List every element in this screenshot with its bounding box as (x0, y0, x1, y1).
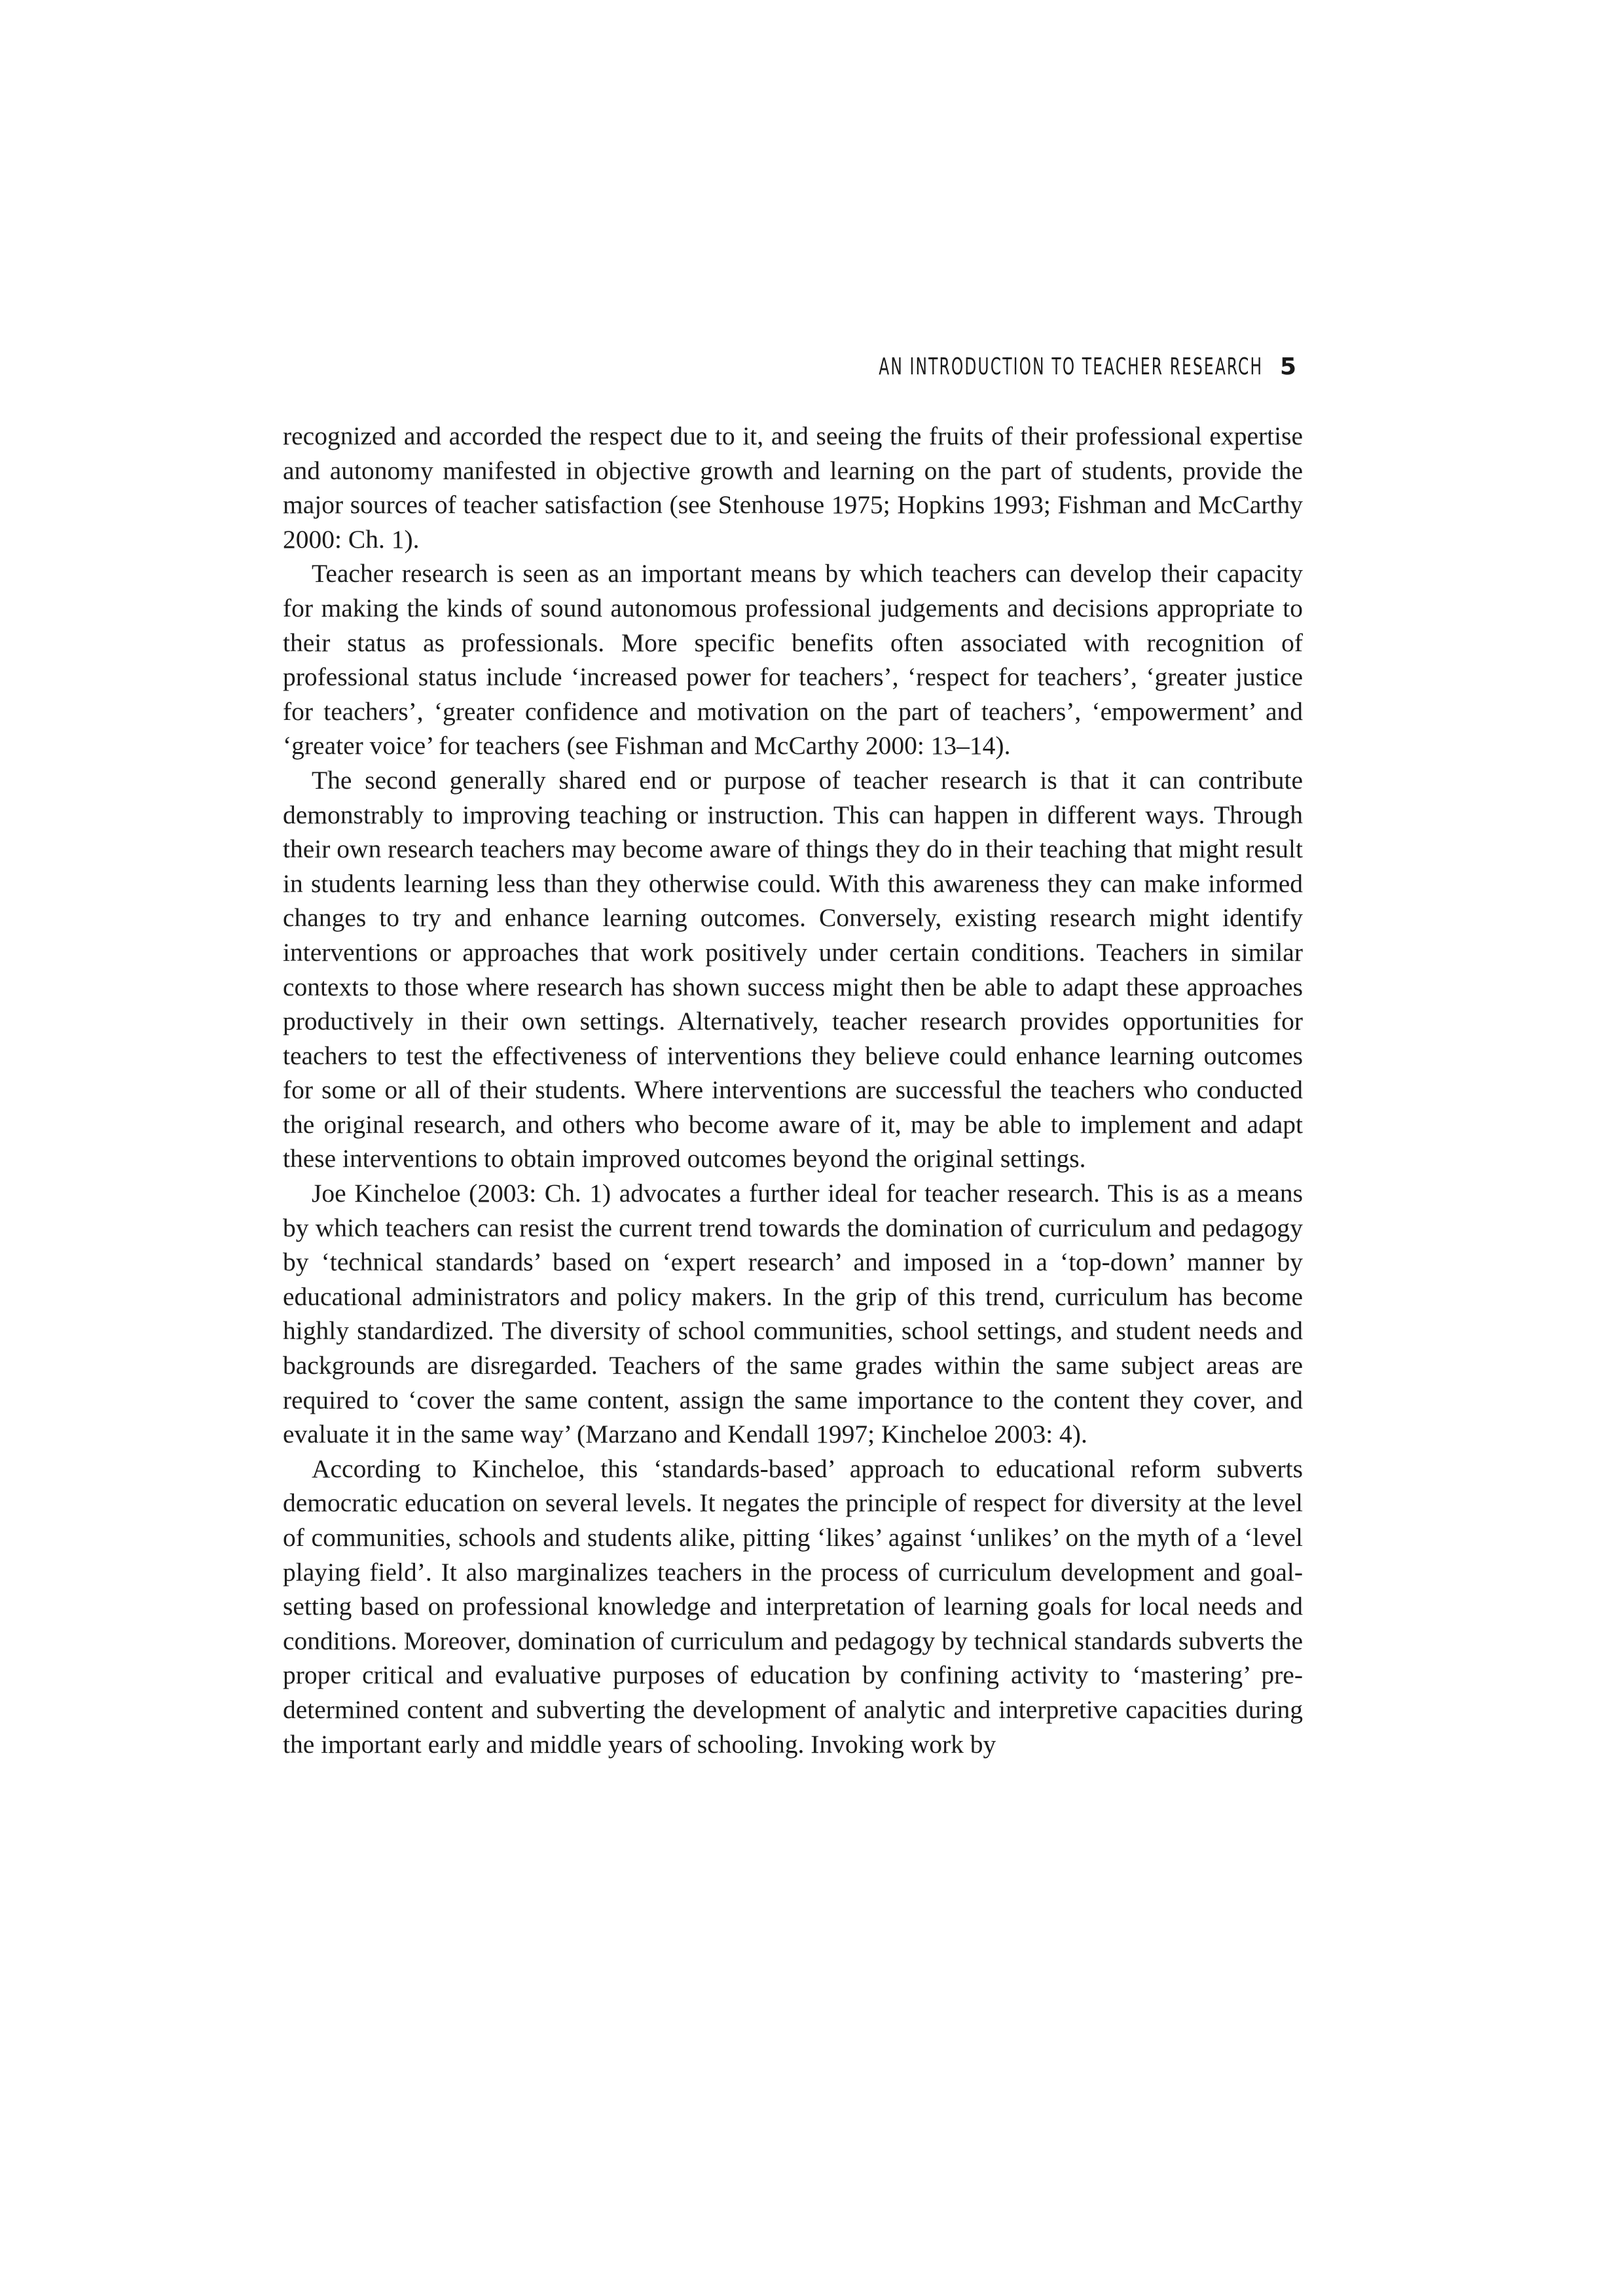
paragraph-second-purpose: The second generally shared end or purpose of teacher research is that it can contribute demonstrably to improving teaching or instruction. This can happen in different ways. Through their own research teachers may become aware of things they do in their teaching that might result in students learning less than they otherwise could. With this awareness they can make informed changes to try and enhance learning outcomes. Conversely, existing research might identify interventions or approaches that work positively under certain conditions. Teachers in similar contexts to those where research has shown success might then be able to adapt these approaches productively in their own settings. Alternatively, teacher research provides opportunities for teachers to test the effectiveness of interventions they believe could enhance learning outcomes for some or all of their students. Where interventions are successful the teachers who conducted the original research, and others who become aware of it, may be able to implement and adapt these interventions to obtain improved outcomes beyond the original settings. (283, 765, 1303, 1174)
paragraph-kincheloe-ideal: Joe Kincheloe (2003: Ch. 1) advocates a further ideal for teacher research. This is as a means by which teachers can resist the current trend towards the domination of curriculum and pedagogy by ‘technical standards’ based on ‘expert research’ and imposed in a ‘top-down’ manner by educational administrators and policy makers. In the grip of this trend, curriculum has become highly standardized. The diversity of school communities, school settings, and student needs and backgrounds are disregarded. Teachers of the same grades within the same subject areas are required to ‘cover the same content, assign the same importance to the content they cover, and evaluate it in the same way’ (Marzano and Kendall 1997; Kincheloe 2003: 4). (283, 1179, 1303, 1449)
paragraph-teacher-research-means: Teacher research is seen as an important means by which teachers can develop their capacity for making the kinds of sound autonomous professional judgements and decisions appropriate to their status as professionals. More specific benefits often associated with recognition of professional status include ‘increased power for teachers’, ‘respect for teachers’, ‘greater justice for teachers’, ‘greater confidence and motivation on the part of teachers’, ‘empowerment’ and ‘greater voice’ for teachers (see Fishman and McCarthy 2000: 13–14). (283, 559, 1303, 761)
running-head-title: AN INTRODUCTION TO TEACHER RESEARCH (879, 353, 1263, 380)
body-text (283, 419, 1303, 1761)
paragraph-standards-based: According to Kincheloe, this ‘standards-based’ approach to educational reform subverts democratic education on several levels. It negates the principle of respect for diversity at the level of communities, schools and students alike, pitting ‘likes’ against ‘unlikes’ on the myth of a ‘level playing field’. It also marginalizes teachers in the process of curriculum development and goal-setting based on professional knowledge and interpretation of learning goals for local needs and conditions. Moreover, domination of curriculum and pedagogy by technical standards subverts the proper critical and evaluative purposes of education by confining activity to ‘mastering’ predetermined content and subverting the development of analytic and interpretive capacities during the important early and middle years of schooling. Invoking work by (283, 1454, 1303, 1759)
paragraph-continued: recognized and accorded the respect due to it, and seeing the fruits of their professional expertise and autonomy manifested in objective growth and learning on the part of students, provide the major sources of teacher satisfaction (see Stenhouse 1975; Hopkins 1993; Fishman and McCarthy 2000: Ch. 1). (283, 422, 1303, 554)
page-number: 5 (1279, 353, 1296, 380)
running-head (879, 353, 1296, 393)
